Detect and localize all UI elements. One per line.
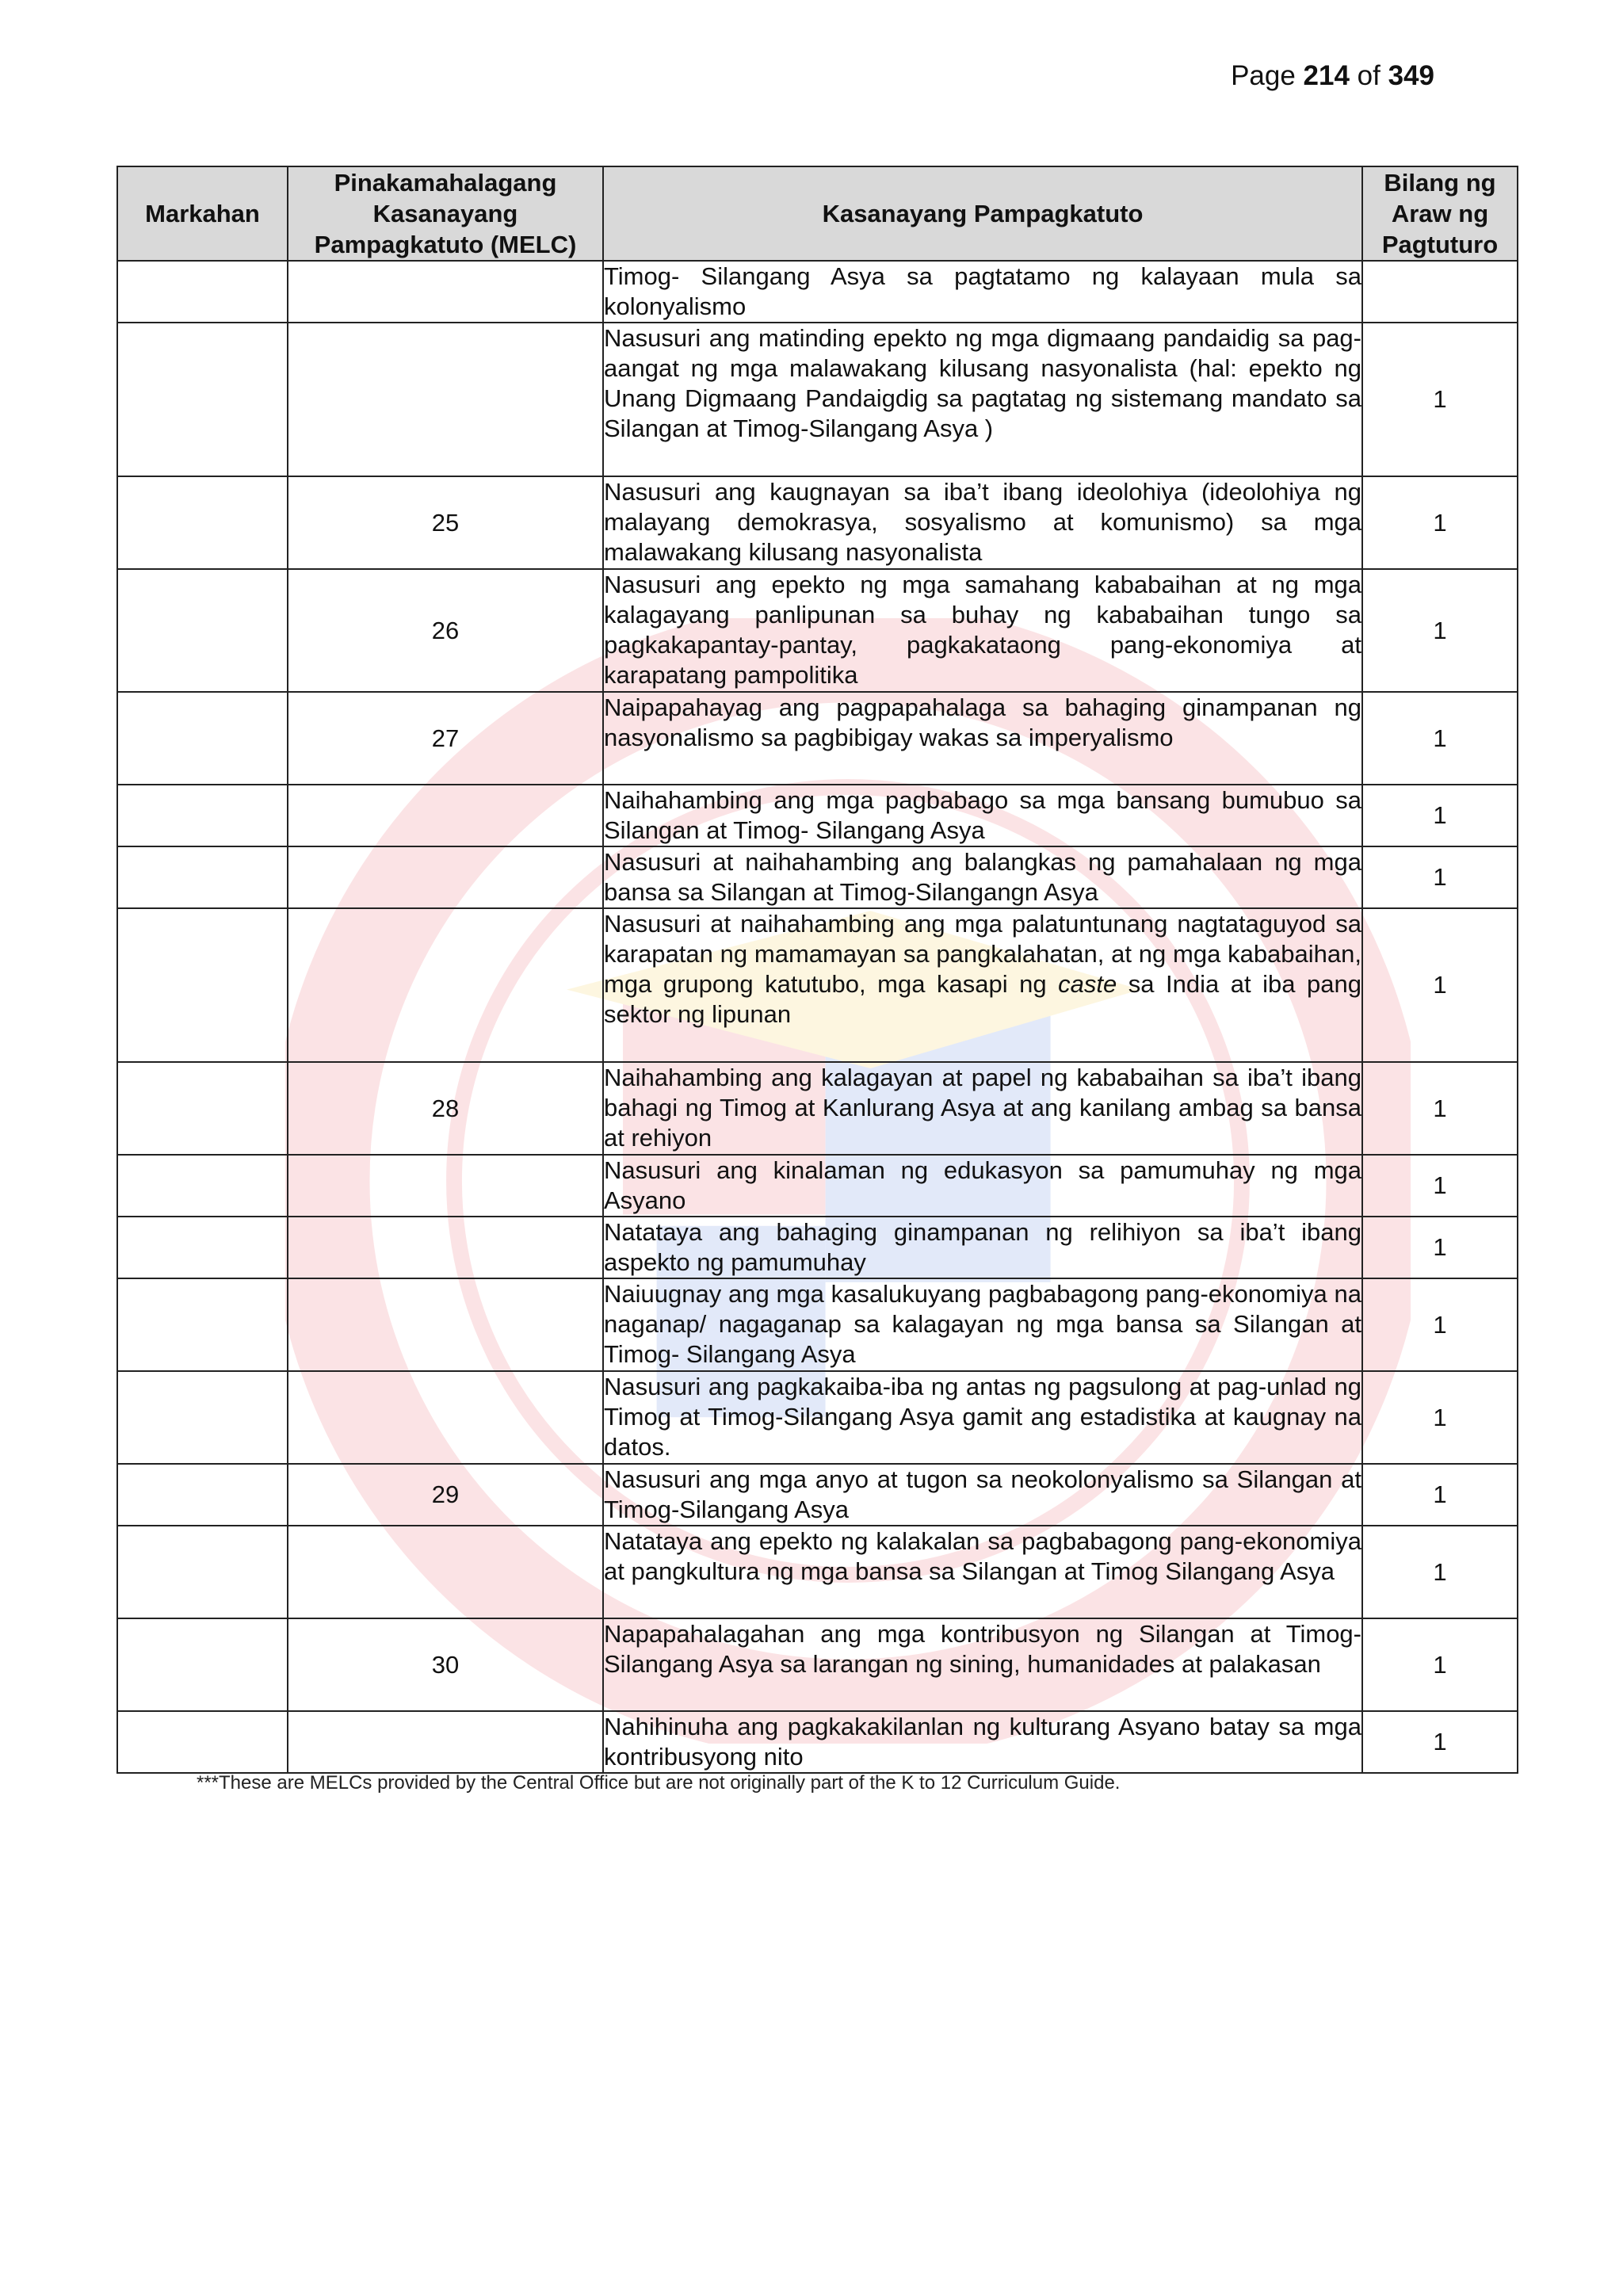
table-row (117, 1217, 1518, 1278)
days-cell: 1 (1362, 785, 1518, 846)
table-row (117, 1618, 1518, 1711)
footnote: ***These are MELCs provided by the Central Office but are not originally part of the K to 12 Curriculum Guide. (197, 1772, 1121, 1794)
days-cell: 1 (1362, 1526, 1518, 1618)
table-row (117, 1062, 1518, 1155)
page-label-prefix: Page (1231, 60, 1304, 91)
melc-number-cell (288, 785, 603, 846)
melc-number-cell (288, 908, 603, 1062)
competency-text-cell: Naipapahayag ang pagpapahalaga sa bahaging ginampanan ng nasyonalismo sa pagbibigay wakas sa imperyalismo (603, 692, 1362, 785)
melc-number-cell: 26 (288, 569, 603, 692)
days-cell: 1 (1362, 692, 1518, 785)
days-cell: 1 (1362, 1464, 1518, 1526)
melc-number-cell: 29 (288, 1464, 603, 1526)
markahan-cell (117, 1711, 288, 1773)
markahan-cell (117, 1217, 288, 1278)
melc-number-cell (288, 1371, 603, 1464)
markahan-cell (117, 1464, 288, 1526)
markahan-cell (117, 261, 288, 323)
table-row (117, 1526, 1518, 1618)
competency-text-cell: Naihahambing ang kalagayan at papel ng kababaihan sa iba’t ibang bahagi ng Timog at Kanlurang Asya at ang kanilang ambag sa bansa at rehiyon (603, 1062, 1362, 1155)
page-total: 349 (1388, 60, 1434, 91)
competency-text-cell: Nasusuri at naihahambing ang mga palatuntunang nagtataguyod sa karapatan ng mamamayan sa pangkalahatan, at ng mga kababaihan, mga grupong katutubo, mga kasapi ng caste sa India at iba pang sektor ng lipunan (603, 908, 1362, 1062)
table-row (117, 476, 1518, 569)
competency-text-cell: Napapahalagahan ang mga kontribusyon ng Silangan at Timog-Silangang Asya sa larangan ng sining, humanidades at palakasan (603, 1618, 1362, 1711)
table-row (117, 261, 1518, 323)
markahan-cell (117, 908, 288, 1062)
days-cell: 1 (1362, 476, 1518, 569)
competency-text-cell: Timog- Silangang Asya sa pagtatamo ng kalayaan mula sa kolonyalismo (603, 261, 1362, 323)
days-cell (1362, 261, 1518, 323)
competency-text-cell: Nasusuri ang epekto ng mga samahang kababaihan at ng mga kalagayang panlipunan sa buhay ng kababaihan tungo sa pagkakapantay-pantay, pagkakataong pang-ekonomiya at karapatang pampolitika (603, 569, 1362, 692)
markahan-cell (117, 692, 288, 785)
competency-text-cell: Naiuugnay ang mga kasalukuyang pagbabagong pang-ekonomiya na naganap/ nagaganap sa kalagayan ng mga bansa sa Silangan at Timog- Silangang Asya (603, 1278, 1362, 1371)
melc-number-cell (288, 1278, 603, 1371)
table-row (117, 692, 1518, 785)
days-cell: 1 (1362, 323, 1518, 476)
markahan-cell (117, 785, 288, 846)
page-label-mid: of (1349, 60, 1388, 91)
header-markahan: Markahan (117, 166, 288, 261)
competency-text-cell: Nasusuri ang kinalaman ng edukasyon sa pamumuhay ng mga Asyano (603, 1155, 1362, 1217)
days-cell: 1 (1362, 1711, 1518, 1773)
days-cell: 1 (1362, 1278, 1518, 1371)
melc-number-cell (288, 1711, 603, 1773)
page-current: 214 (1303, 60, 1350, 91)
competency-text-cell: Natataya ang bahaging ginampanan ng relihiyon sa iba’t ibang aspekto ng pamumuhay (603, 1217, 1362, 1278)
competency-text-cell: Natataya ang epekto ng kalakalan sa pagbabagong pang-ekonomiya at pangkultura ng mga bansa sa Silangan at Timog Silangang Asya (603, 1526, 1362, 1618)
days-cell: 1 (1362, 1371, 1518, 1464)
days-cell: 1 (1362, 1155, 1518, 1217)
markahan-cell (117, 1155, 288, 1217)
melc-number-cell: 25 (288, 476, 603, 569)
table-row (117, 1371, 1518, 1464)
competency-text-cell: Nasusuri ang matinding epekto ng mga digmaang pandaidig sa pag-aangat ng mga malawakang kilusang nasyonalista (hal: epekto ng Unang Digmaang Pandaigdig sa pagtatag ng sistemang mandato sa Silangan at Timog-Silangang Asya ) (603, 323, 1362, 476)
days-cell: 1 (1362, 569, 1518, 692)
melc-table (116, 166, 1518, 1774)
table-row (117, 846, 1518, 908)
melc-number-cell (288, 1217, 603, 1278)
table-row (117, 1464, 1518, 1526)
melc-number-cell (288, 261, 603, 323)
melc-number-cell (288, 323, 603, 476)
markahan-cell (117, 569, 288, 692)
days-cell: 1 (1362, 846, 1518, 908)
table-header-row (117, 166, 1518, 261)
table-row (117, 1155, 1518, 1217)
melc-number-cell (288, 1526, 603, 1618)
markahan-cell (117, 1618, 288, 1711)
markahan-cell (117, 1526, 288, 1618)
markahan-cell (117, 323, 288, 476)
table-row (117, 569, 1518, 692)
days-cell: 1 (1362, 908, 1518, 1062)
competency-text-cell: Nasusuri ang mga anyo at tugon sa neokolonyalismo sa Silangan at Timog-Silangang Asya (603, 1464, 1362, 1526)
melc-number-cell: 27 (288, 692, 603, 785)
days-cell: 1 (1362, 1062, 1518, 1155)
page-number (1231, 60, 1434, 92)
competency-text-cell: Nasusuri ang kaugnayan sa iba’t ibang ideolohiya (ideolohiya ng malayang demokrasya, sosyalismo at komunismo) sa mga malawakang kilusang nasyonalista (603, 476, 1362, 569)
markahan-cell (117, 1371, 288, 1464)
competency-text-cell: Nasusuri at naihahambing ang balangkas ng pamahalaan ng mga bansa sa Silangan at Timog-Silangangn Asya (603, 846, 1362, 908)
markahan-cell (117, 846, 288, 908)
table-row (117, 1278, 1518, 1371)
melc-number-cell (288, 846, 603, 908)
days-cell: 1 (1362, 1217, 1518, 1278)
competency-text-cell: Nahihinuha ang pagkakakilanlan ng kulturang Asyano batay sa mga kontribusyong nito (603, 1711, 1362, 1773)
table-row (117, 323, 1518, 476)
melc-number-cell: 28 (288, 1062, 603, 1155)
melc-number-cell (288, 1155, 603, 1217)
header-melc: Pinakamahalagang Kasanayang Pampagkatuto (MELC) (288, 166, 603, 261)
markahan-cell (117, 1062, 288, 1155)
table-row (117, 1711, 1518, 1773)
header-kasanayan: Kasanayang Pampagkatuto (603, 166, 1362, 261)
competency-text-cell: Naihahambing ang mga pagbabago sa mga bansang bumubuo sa Silangan at Timog- Silangang Asya (603, 785, 1362, 846)
competency-text-cell: Nasusuri ang pagkakaiba-iba ng antas ng pagsulong at pag-unlad ng Timog at Timog-Silangang Asya gamit ang estadistika at kaugnay na datos. (603, 1371, 1362, 1464)
table-row (117, 785, 1518, 846)
melc-number-cell: 30 (288, 1618, 603, 1711)
table-row (117, 908, 1518, 1062)
header-bilang: Bilang ng Araw ng Pagtuturo (1362, 166, 1518, 261)
markahan-cell (117, 1278, 288, 1371)
markahan-cell (117, 476, 288, 569)
days-cell: 1 (1362, 1618, 1518, 1711)
